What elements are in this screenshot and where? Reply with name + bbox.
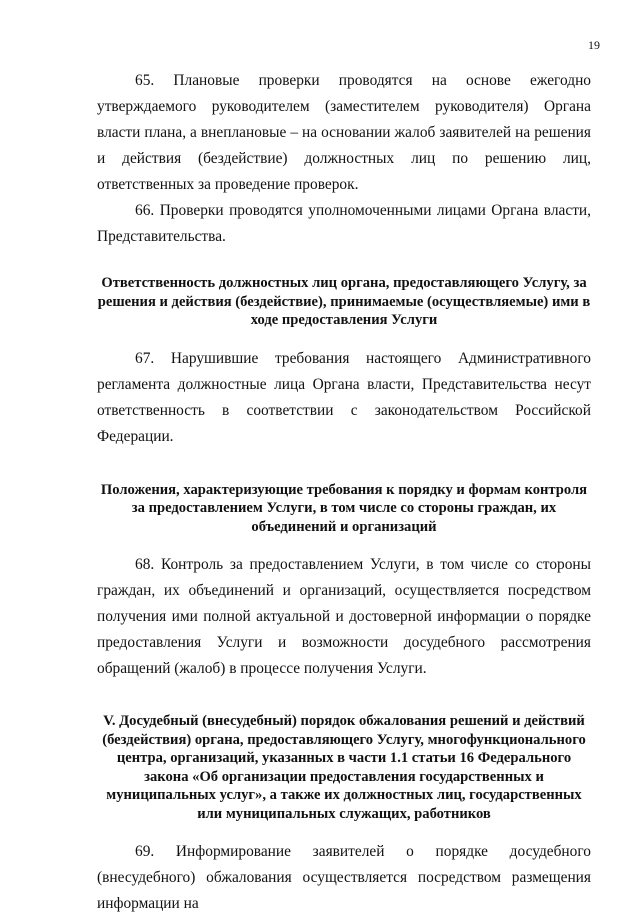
paragraph-65: 65. Плановые проверки проводятся на основе ежегодно утверждаемого руководителем (заместителем руководителя) Органа власти плана, а внеплановые – на основании жалоб заявителей на решения и действия (бездействие) должностных лиц по решению лиц, ответственных за проведение проверок. <box>97 72 591 193</box>
heading-control: Положения, характеризующие требования к порядку и формам контроля за предоставлением Услуги, в том числе со стороны граждан, их объединений и организаций <box>100 481 588 535</box>
paragraph-69: 69. Информирование заявителей о порядке досудебного (внесудебного) обжалования осуществляется посредством размещения информации на <box>97 843 591 912</box>
page-number: 19 <box>588 38 600 52</box>
paragraph-66: 66. Проверки проводятся уполномоченными лицами Органа власти, Представительства. <box>97 202 591 245</box>
paragraph-68: 68. Контроль за предоставлением Услуги, в том числе со стороны граждан, их объединений и организаций, осуществляется посредством получения ими полной актуальной и достоверной информации о порядке предоставления Услуги и возможности досудебного рассмотрения обращений (жалоб) в процессе получения Услуги. <box>97 556 591 677</box>
page-content <box>97 68 591 917</box>
heading-section-5: V. Досудебный (внесудебный) порядок обжалования решений и действий (бездействия) органа, предоставляющего Услугу, многофункционального центра, организаций, указанных в части 1.1 статьи 16 Федерального закона «Об организации предоставления государственных и муниципальных услуг», а также их должностных лиц, государственных или муниципальных служащих, работников <box>102 713 586 822</box>
paragraph-67: 67. Нарушившие требования настоящего Административного регламента должностные лица Органа власти, Представительства несут ответственность в соответствии с законодательством Российской Федерации. <box>97 349 591 445</box>
heading-responsibility: Ответственность должностных лиц органа, предоставляющего Услугу, за решения и действия (бездействие), принимаемые (осуществляемые) ими в ходе предоставления Услуги <box>97 275 591 328</box>
